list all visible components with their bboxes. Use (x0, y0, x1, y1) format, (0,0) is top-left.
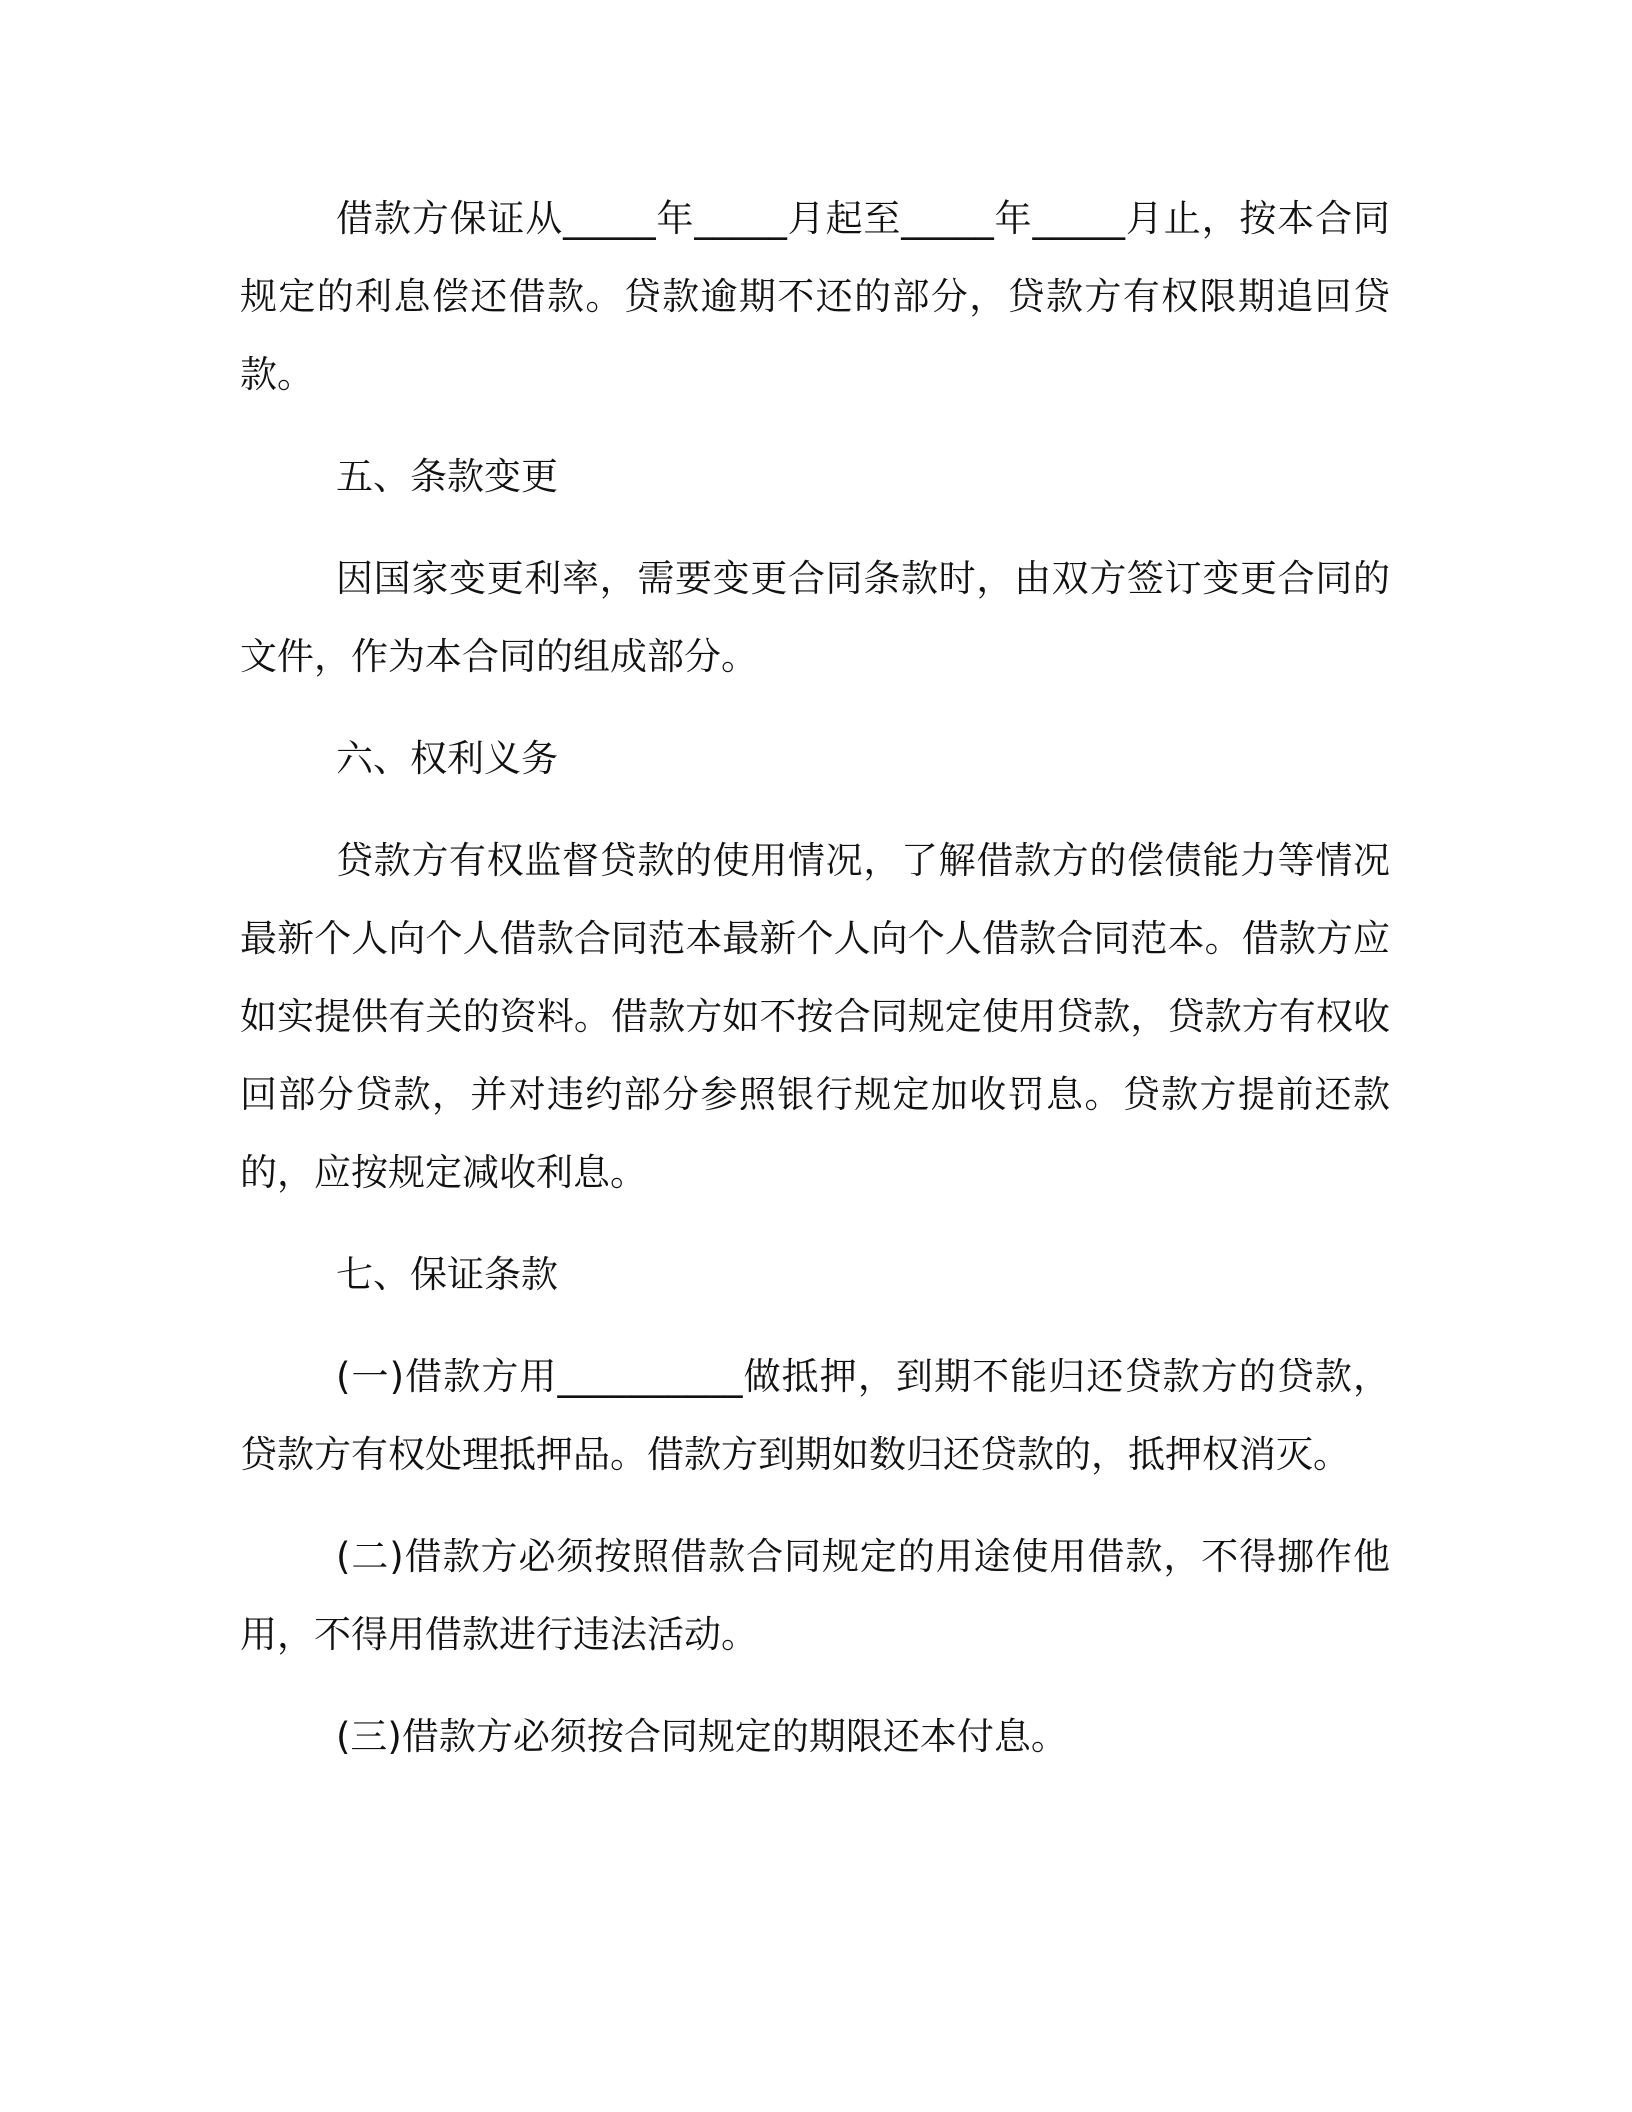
guarantee-clause-2: (二)借款方必须按照借款合同规定的用途使用借款，不得挪作他用，不得用借款进行违法活动。 (240, 1535, 1390, 1656)
guarantee-clause-3: (三)借款方必须按合同规定的期限还本付息。 (336, 1715, 1068, 1758)
document-page (240, 180, 1390, 1776)
repayment-clause-paragraph: 借款方保证从_____年_____月起至_____年_____月止，按本合同规定的利息偿还借款。贷款逾期不还的部分，贷款方有权限期追回贷款。 (240, 197, 1390, 396)
section-heading-7: 七、保证条款 (336, 1253, 558, 1296)
section-heading-6: 六、权利义务 (336, 737, 558, 780)
terms-change-paragraph: 因国家变更利率，需要变更合同条款时，由双方签订变更合同的文件，作为本合同的组成部分。 (240, 557, 1390, 678)
guarantee-clause-1: (一)借款方用__________做抵押，到期不能归还贷款方的贷款，贷款方有权处理抵押品。借款方到期如数归还贷款的，抵押权消灭。 (240, 1355, 1390, 1476)
section-heading-5: 五、条款变更 (336, 455, 558, 498)
rights-obligations-paragraph: 贷款方有权监督贷款的使用情况，了解借款方的偿债能力等情况最新个人向个人借款合同范本最新个人向个人借款合同范本。借款方应如实提供有关的资料。借款方如不按合同规定使用贷款，贷款方有权收回部分贷款，并对违约部分参照银行规定加收罚息。贷款方提前还款的，应按规定减收利息。 (240, 839, 1390, 1194)
